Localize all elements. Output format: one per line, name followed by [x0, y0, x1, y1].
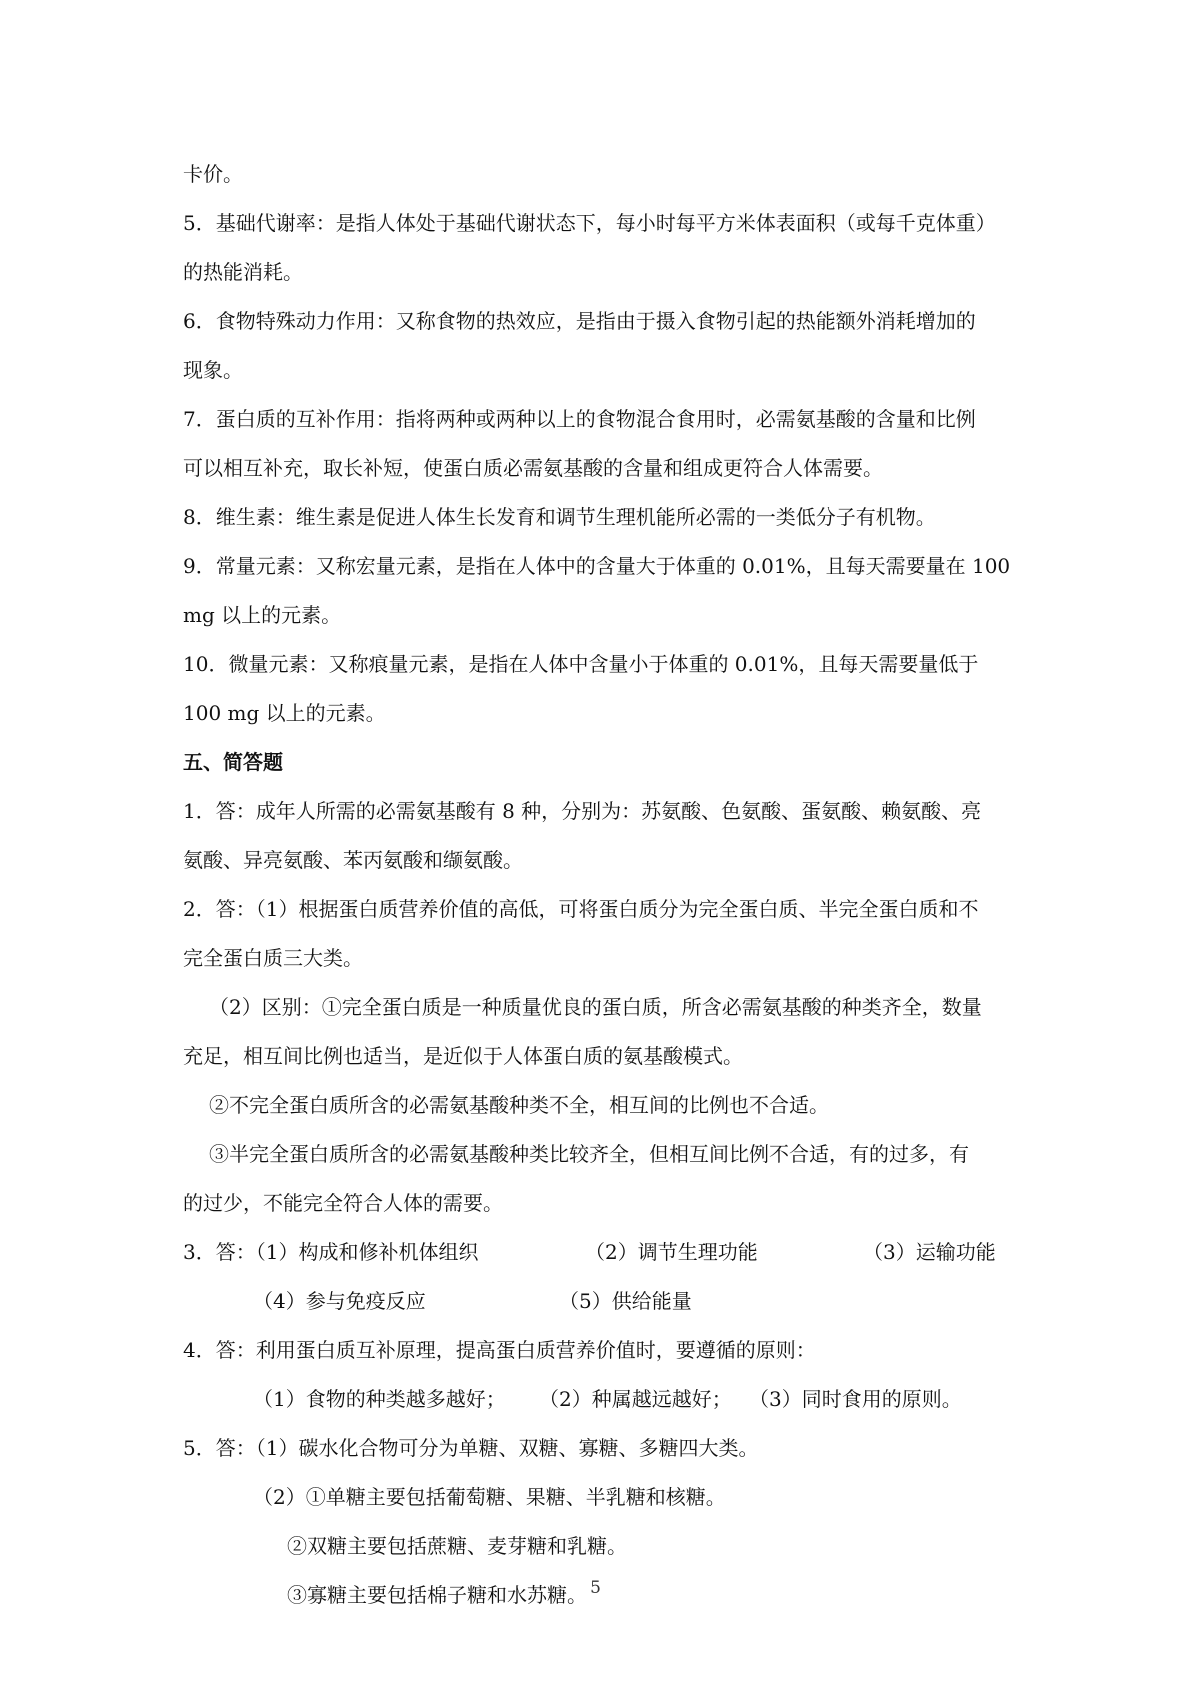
answer-1-line: 1．答：成年人所需的必需氨基酸有 8 种，分别为：苏氨酸、色氨酸、蛋氨酸、赖氨酸、亮 [183, 799, 982, 823]
section-heading: 五、简答题 [183, 750, 283, 774]
answer-3-item: （3）运输功能 [863, 1240, 996, 1264]
answer-2-line: （2）区别：①完全蛋白质是一种质量优良的蛋白质，所含必需氨基酸的种类齐全，数量 [209, 995, 982, 1019]
answer-3-item: （4）参与免疫反应 [253, 1289, 426, 1313]
answer-3-item: （5）供给能量 [559, 1289, 692, 1313]
answer-2-line: 完全蛋白质三大类。 [183, 946, 363, 970]
text-line: 卡价。 [183, 162, 243, 186]
answer-3-item: （2）调节生理功能 [585, 1240, 758, 1264]
text-line: 7．蛋白质的互补作用：指将两种或两种以上的食物混合食用时，必需氨基酸的含量和比例 [183, 407, 976, 431]
text-line: 6．食物特殊动力作用：又称食物的热效应，是指由于摄入食物引起的热能额外消耗增加的 [183, 309, 976, 333]
text-line: 9．常量元素：又称宏量元素，是指在人体中的含量大于体重的 0.01%，且每天需要量在 100 [183, 554, 1011, 578]
text-line: 10．微量元素：又称痕量元素，是指在人体中含量小于体重的 0.01%，且每天需要量低于 [183, 652, 979, 676]
answer-4-item: （3）同时食用的原则。 [749, 1387, 962, 1411]
answer-5-line: （2）①单糖主要包括葡萄糖、果糖、半乳糖和核糖。 [253, 1485, 726, 1509]
text-line: mg 以上的元素。 [183, 603, 342, 627]
answer-2-line: 的过少，不能完全符合人体的需要。 [183, 1191, 503, 1215]
answer-3-row [183, 1228, 1023, 1277]
page-number: 5 [590, 1578, 601, 1598]
answer-5-line: ②双糖主要包括蔗糖、麦芽糖和乳糖。 [287, 1534, 627, 1558]
answer-4-line: 4．答：利用蛋白质互补原理，提高蛋白质营养价值时，要遵循的原则： [183, 1338, 816, 1362]
answer-1-line: 氨酸、异亮氨酸、苯丙氨酸和缬氨酸。 [183, 848, 523, 872]
answer-2-line: ③半完全蛋白质所含的必需氨基酸种类比较齐全，但相互间比例不合适，有的过多，有 [209, 1142, 969, 1166]
document-body [183, 150, 1023, 1620]
answer-4-row [183, 1375, 1023, 1424]
answer-2-line: 充足，相互间比例也适当，是近似于人体蛋白质的氨基酸模式。 [183, 1044, 743, 1068]
text-line: 8．维生素：维生素是促进人体生长发育和调节生理机能所必需的一类低分子有机物。 [183, 505, 936, 529]
text-line: 可以相互补充，取长补短，使蛋白质必需氨基酸的含量和组成更符合人体需要。 [183, 456, 883, 480]
answer-4-item: （2）种属越远越好； [539, 1387, 732, 1411]
text-line: 5．基础代谢率：是指人体处于基础代谢状态下，每小时每平方米体表面积（或每千克体重） [183, 211, 996, 235]
answer-2-line: ②不完全蛋白质所含的必需氨基酸种类不全，相互间的比例也不合适。 [209, 1093, 829, 1117]
answer-5-line: 5．答：（1）碳水化合物可分为单糖、双糖、寡糖、多糖四大类。 [183, 1436, 759, 1460]
text-line: 100 mg 以上的元素。 [183, 701, 386, 725]
answer-3-row [183, 1277, 1023, 1326]
answer-5-line: ③寡糖主要包括棉子糖和水苏糖。 [287, 1583, 587, 1607]
text-line: 的热能消耗。 [183, 260, 303, 284]
answer-4-item: （1）食物的种类越多越好； [253, 1387, 506, 1411]
answer-3-item: 3．答：（1）构成和修补机体组织 [183, 1240, 479, 1264]
text-line: 现象。 [183, 358, 243, 382]
answer-2-line: 2．答：（1）根据蛋白质营养价值的高低，可将蛋白质分为完全蛋白质、半完全蛋白质和不 [183, 897, 979, 921]
